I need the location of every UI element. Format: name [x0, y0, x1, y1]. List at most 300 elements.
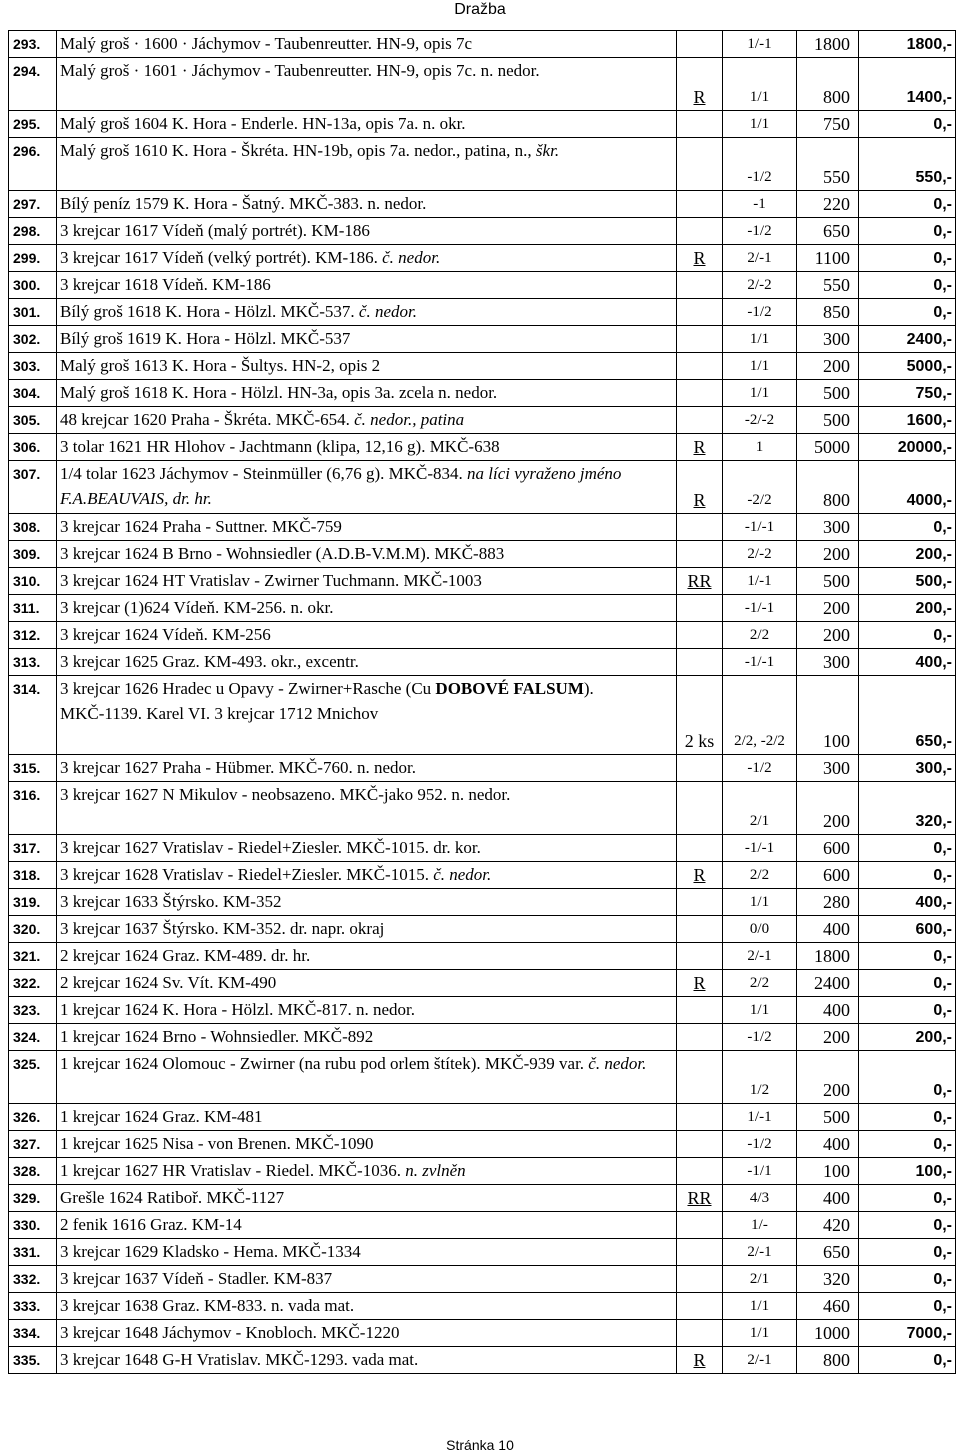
lot-rarity	[677, 649, 723, 676]
lot-description-note: škr.	[535, 141, 560, 160]
lot-description-text: 3 krejcar 1624 Vídeň. KM-256	[60, 625, 271, 644]
lot-description	[57, 862, 677, 889]
lot-rarity	[677, 353, 723, 380]
lot-starting-price: 220	[797, 191, 859, 218]
lot-rarity	[677, 943, 723, 970]
lot-result: 200,-	[859, 595, 956, 622]
lot-description	[57, 782, 677, 835]
lot-result: 4000,-	[859, 461, 956, 514]
lot-result: 0,-	[859, 1104, 956, 1131]
lot-description-text: Malý groš 1604 K. Hora - Enderle. HN-13a, opis 7a. n. okr.	[60, 114, 466, 133]
lot-description	[57, 407, 677, 434]
lot-description-note: č. nedor.	[358, 302, 417, 321]
lot-condition: -1/2	[723, 138, 797, 191]
lot-row	[9, 782, 956, 835]
lot-number: 303.	[9, 353, 57, 380]
lot-starting-price: 200	[797, 622, 859, 649]
lot-description-text: 48 krejcar 1620 Praha - Škréta. MKČ-654.	[60, 410, 355, 429]
lot-result: 1400,-	[859, 58, 956, 111]
lot-result: 0,-	[859, 943, 956, 970]
lot-number: 305.	[9, 407, 57, 434]
lot-number: 335.	[9, 1347, 57, 1374]
lot-row	[9, 1347, 956, 1374]
lot-rarity	[677, 191, 723, 218]
lot-result: 0,-	[859, 1051, 956, 1104]
lot-result: 5000,-	[859, 353, 956, 380]
lot-condition: 2/2	[723, 622, 797, 649]
lot-description	[57, 191, 677, 218]
lot-result: 0,-	[859, 1347, 956, 1374]
lot-row	[9, 272, 956, 299]
lot-number: 294.	[9, 58, 57, 111]
page-footer	[0, 1434, 960, 1456]
lot-starting-price: 2400	[797, 970, 859, 997]
lot-number: 306.	[9, 434, 57, 461]
lot-description-text: 3 krejcar 1627 N Mikulov - neobsazeno. MKČ-jako 952. n. nedor.	[60, 785, 511, 804]
lot-rarity	[677, 541, 723, 568]
lot-row	[9, 622, 956, 649]
lot-result: 1600,-	[859, 407, 956, 434]
lot-starting-price: 200	[797, 353, 859, 380]
lot-row	[9, 380, 956, 407]
lot-description	[57, 1051, 677, 1104]
lot-rarity	[677, 218, 723, 245]
lot-description	[57, 916, 677, 943]
lot-number: 309.	[9, 541, 57, 568]
lot-condition: -1/-1	[723, 835, 797, 862]
lot-condition: -1/1	[723, 1158, 797, 1185]
lot-row	[9, 138, 956, 191]
lot-number: 311.	[9, 595, 57, 622]
lot-description-text: 3 krejcar (1)624 Vídeň. KM-256. n. okr.	[60, 598, 334, 617]
lot-number: 293.	[9, 31, 57, 58]
page-number: Stránka 10	[446, 1437, 514, 1453]
lot-rarity	[677, 889, 723, 916]
lot-description	[57, 111, 677, 138]
lot-starting-price: 420	[797, 1212, 859, 1239]
lot-condition: 1/1	[723, 353, 797, 380]
lot-number: 332.	[9, 1266, 57, 1293]
lot-description-text: 3 krejcar 1637 Vídeň - Stadler. KM-837	[60, 1269, 333, 1288]
lot-condition: -1/2	[723, 299, 797, 326]
lot-starting-price: 750	[797, 111, 859, 138]
lot-description	[57, 138, 677, 191]
lot-starting-price: 100	[797, 1158, 859, 1185]
lot-row	[9, 31, 956, 58]
lot-row	[9, 1266, 956, 1293]
lot-description	[57, 31, 677, 58]
lot-description-text: 3 krejcar 1627 Praha - Hübmer. MKČ-760. n. nedor.	[60, 758, 416, 777]
lot-rarity	[677, 407, 723, 434]
lot-description	[57, 835, 677, 862]
lot-result: 400,-	[859, 649, 956, 676]
lot-description	[57, 218, 677, 245]
lot-condition: 1/-1	[723, 568, 797, 595]
lot-description	[57, 353, 677, 380]
lot-row	[9, 649, 956, 676]
lot-row	[9, 353, 956, 380]
lot-condition: -1/-1	[723, 649, 797, 676]
lot-rarity: R	[677, 434, 723, 461]
lot-starting-price: 400	[797, 1131, 859, 1158]
lot-row	[9, 1051, 956, 1104]
lot-starting-price: 550	[797, 272, 859, 299]
lot-result: 200,-	[859, 1024, 956, 1051]
lot-number: 315.	[9, 755, 57, 782]
lot-description-text: 3 krejcar 1633 Štýrsko. KM-352	[60, 892, 282, 911]
lot-description	[57, 1158, 677, 1185]
lot-description	[57, 676, 677, 755]
lot-rarity	[677, 622, 723, 649]
lot-description	[57, 514, 677, 541]
lot-result: 0,-	[859, 835, 956, 862]
lot-starting-price: 1800	[797, 943, 859, 970]
lot-number: 312.	[9, 622, 57, 649]
lot-rarity	[677, 1239, 723, 1266]
lot-number: 333.	[9, 1293, 57, 1320]
lot-condition: 1/1	[723, 997, 797, 1024]
lot-description-note: n. zvlněn	[405, 1161, 466, 1180]
lot-condition: 1/1	[723, 1293, 797, 1320]
lot-description	[57, 943, 677, 970]
lot-number: 317.	[9, 835, 57, 862]
lot-starting-price: 650	[797, 1239, 859, 1266]
lot-result: 0,-	[859, 622, 956, 649]
lot-condition: -2/-2	[723, 407, 797, 434]
lot-number: 299.	[9, 245, 57, 272]
lot-starting-price: 600	[797, 862, 859, 889]
lot-condition: 1/1	[723, 1320, 797, 1347]
lot-row	[9, 191, 956, 218]
page-title: Dražba	[454, 1, 506, 18]
lot-description	[57, 245, 677, 272]
lot-condition: 0/0	[723, 916, 797, 943]
lot-description-text: 2 krejcar 1624 Graz. KM-489. dr. hr.	[60, 946, 311, 965]
lot-condition: 2/1	[723, 1266, 797, 1293]
lot-number: 334.	[9, 1320, 57, 1347]
lot-starting-price: 800	[797, 461, 859, 514]
lot-description-text: 2 krejcar 1624 Sv. Vít. KM-490	[60, 973, 277, 992]
lot-description-text: 1/4 tolar 1623 Jáchymov - Steinmüller (6,76 g). MKČ-834.	[60, 464, 468, 483]
lot-number: 321.	[9, 943, 57, 970]
lot-row	[9, 1320, 956, 1347]
lot-rarity	[677, 1212, 723, 1239]
lot-description-text: 2 fenik 1616 Graz. KM-14	[60, 1215, 242, 1234]
lot-starting-price: 850	[797, 299, 859, 326]
lot-number: 301.	[9, 299, 57, 326]
lot-starting-price: 400	[797, 916, 859, 943]
lot-number: 308.	[9, 514, 57, 541]
lot-condition: 2/2	[723, 862, 797, 889]
lot-description-text: Bílý peníz 1579 K. Hora - Šatný. MKČ-383. n. nedor.	[60, 194, 427, 213]
lot-starting-price: 500	[797, 1104, 859, 1131]
lot-description	[57, 299, 677, 326]
lot-row	[9, 862, 956, 889]
lot-condition: 1/1	[723, 889, 797, 916]
lot-rarity	[677, 1104, 723, 1131]
lot-description	[57, 568, 677, 595]
lot-description	[57, 997, 677, 1024]
lot-description	[57, 595, 677, 622]
lot-description	[57, 1293, 677, 1320]
lot-rarity	[677, 1320, 723, 1347]
lot-rarity	[677, 111, 723, 138]
lot-starting-price: 300	[797, 649, 859, 676]
lot-starting-price: 800	[797, 58, 859, 111]
lot-number: 304.	[9, 380, 57, 407]
lot-description-text: 3 krejcar 1648 Jáchymov - Knobloch. MKČ-1220	[60, 1323, 400, 1342]
lot-rarity: RR	[677, 568, 723, 595]
lot-description-text: Malý groš 1610 K. Hora - Škréta. HN-19b, opis 7a. nedor., patina, n.,	[60, 141, 536, 160]
lot-condition: 2/-2	[723, 541, 797, 568]
lot-number: 327.	[9, 1131, 57, 1158]
lot-row	[9, 218, 956, 245]
lot-condition: -1/-1	[723, 595, 797, 622]
lot-number: 316.	[9, 782, 57, 835]
lot-number: 329.	[9, 1185, 57, 1212]
lot-description-note: č. nedor.	[433, 865, 492, 884]
lot-result: 500,-	[859, 568, 956, 595]
lot-starting-price: 400	[797, 1185, 859, 1212]
lot-starting-price: 200	[797, 541, 859, 568]
lot-number: 297.	[9, 191, 57, 218]
lot-row	[9, 541, 956, 568]
lot-starting-price: 300	[797, 514, 859, 541]
lot-result: 100,-	[859, 1158, 956, 1185]
lot-number: 300.	[9, 272, 57, 299]
lot-description-note: č. nedor., patina	[354, 410, 465, 429]
auction-lots-table	[8, 30, 956, 1374]
lot-row	[9, 407, 956, 434]
lot-row	[9, 1104, 956, 1131]
lot-rarity	[677, 916, 723, 943]
lot-condition: -1	[723, 191, 797, 218]
lot-rarity: R	[677, 245, 723, 272]
lot-description-text: 1 krejcar 1627 HR Vratislav - Riedel. MKČ-1036.	[60, 1161, 406, 1180]
lot-result: 0,-	[859, 245, 956, 272]
lot-result: 0,-	[859, 218, 956, 245]
lot-starting-price: 320	[797, 1266, 859, 1293]
lot-condition: -2/2	[723, 461, 797, 514]
lot-starting-price: 1100	[797, 245, 859, 272]
lot-description-note: na líci vyraženo jméno F.A.BEAUVAIS, dr. hr.	[60, 464, 622, 508]
lot-condition: 1/-1	[723, 31, 797, 58]
lot-condition: -1/2	[723, 1131, 797, 1158]
lot-row	[9, 835, 956, 862]
lot-starting-price: 1800	[797, 31, 859, 58]
lot-row	[9, 1212, 956, 1239]
lot-rarity	[677, 138, 723, 191]
lots-table-body	[9, 31, 956, 1374]
lot-row	[9, 1185, 956, 1212]
page-header	[0, 0, 960, 24]
lot-row	[9, 111, 956, 138]
lot-row	[9, 1239, 956, 1266]
lot-number: 330.	[9, 1212, 57, 1239]
lot-description	[57, 1320, 677, 1347]
lot-number: 323.	[9, 997, 57, 1024]
lot-row	[9, 514, 956, 541]
lot-result: 0,-	[859, 1185, 956, 1212]
lot-result: 0,-	[859, 299, 956, 326]
lot-rarity	[677, 326, 723, 353]
lot-description	[57, 1266, 677, 1293]
lot-rarity	[677, 595, 723, 622]
lot-rarity	[677, 514, 723, 541]
lot-starting-price: 5000	[797, 434, 859, 461]
lot-row	[9, 434, 956, 461]
lot-condition: 2/-2	[723, 272, 797, 299]
lot-description-text: Malý groš 1618 K. Hora - Hölzl. HN-3a, opis 3a. zcela n. nedor.	[60, 383, 498, 402]
lot-row	[9, 889, 956, 916]
lot-description-note: č. nedor.	[588, 1054, 647, 1073]
lot-starting-price: 650	[797, 218, 859, 245]
lot-description	[57, 649, 677, 676]
lot-number: 324.	[9, 1024, 57, 1051]
lot-row	[9, 245, 956, 272]
lot-condition: 2/-1	[723, 1239, 797, 1266]
lot-rarity: 2 ks	[677, 676, 723, 755]
lot-description-text: 3 krejcar 1625 Graz. KM-493. okr., excentr.	[60, 652, 359, 671]
lot-rarity	[677, 1158, 723, 1185]
lot-row	[9, 326, 956, 353]
lot-row	[9, 1024, 956, 1051]
lot-result: 0,-	[859, 970, 956, 997]
lot-number: 322.	[9, 970, 57, 997]
lot-starting-price: 400	[797, 997, 859, 1024]
lot-description-text: 3 krejcar 1626 Hradec u Opavy - Zwirner+Rasche (Cu	[60, 679, 436, 698]
lot-row	[9, 299, 956, 326]
lot-result: 0,-	[859, 111, 956, 138]
lot-description-text: 1 krejcar 1624 Olomouc - Zwirner (na rubu pod orlem štítek). MKČ-939 var.	[60, 1054, 589, 1073]
lot-description-text: 1 krejcar 1625 Nisa - von Brenen. MKČ-1090	[60, 1134, 374, 1153]
lot-rarity: R	[677, 970, 723, 997]
lot-condition: 1/2	[723, 1051, 797, 1104]
lot-description-text: 1 krejcar 1624 K. Hora - Hölzl. MKČ-817. n. nedor.	[60, 1000, 416, 1019]
lot-condition: 1/-	[723, 1212, 797, 1239]
lot-condition: 1/-1	[723, 1104, 797, 1131]
lot-description-text: 3 krejcar 1648 G-H Vratislav. MKČ-1293. vada mat.	[60, 1350, 419, 1369]
lot-row	[9, 1131, 956, 1158]
lot-number: 302.	[9, 326, 57, 353]
lot-rarity	[677, 1293, 723, 1320]
lot-description-text: 3 krejcar 1628 Vratislav - Riedel+Ziesler. MKČ-1015.	[60, 865, 434, 884]
lot-starting-price: 280	[797, 889, 859, 916]
lot-condition: 2/2, -2/2	[723, 676, 797, 755]
lot-description	[57, 380, 677, 407]
lot-result: 0,-	[859, 1239, 956, 1266]
lot-starting-price: 500	[797, 407, 859, 434]
lot-description-after: ). MKČ-1139. Karel VI. 3 krejcar 1712 Mnichov	[60, 679, 594, 723]
lot-row	[9, 1158, 956, 1185]
lot-rarity: R	[677, 862, 723, 889]
lot-starting-price: 500	[797, 380, 859, 407]
lot-condition: 2/-1	[723, 1347, 797, 1374]
lot-description	[57, 1104, 677, 1131]
lot-rarity	[677, 1131, 723, 1158]
lot-description-note: č. nedor.	[382, 248, 441, 267]
lot-condition: 2/1	[723, 782, 797, 835]
lot-number: 325.	[9, 1051, 57, 1104]
lot-number: 319.	[9, 889, 57, 916]
lot-description-text: 1 krejcar 1624 Graz. KM-481	[60, 1107, 263, 1126]
lot-number: 320.	[9, 916, 57, 943]
lot-starting-price: 100	[797, 676, 859, 755]
lot-result: 750,-	[859, 380, 956, 407]
lot-description	[57, 541, 677, 568]
lot-rarity	[677, 299, 723, 326]
lot-description-text: 3 krejcar 1638 Graz. KM-833. n. vada mat.	[60, 1296, 355, 1315]
lot-description	[57, 1131, 677, 1158]
lot-result: 0,-	[859, 514, 956, 541]
lot-result: 0,-	[859, 997, 956, 1024]
lot-result: 550,-	[859, 138, 956, 191]
lot-starting-price: 300	[797, 755, 859, 782]
lot-result: 0,-	[859, 1131, 956, 1158]
lot-rarity: R	[677, 58, 723, 111]
lot-starting-price: 1000	[797, 1320, 859, 1347]
lot-row	[9, 1293, 956, 1320]
lot-starting-price: 550	[797, 138, 859, 191]
lot-result: 0,-	[859, 191, 956, 218]
lot-rarity	[677, 997, 723, 1024]
lot-condition: 2/-1	[723, 943, 797, 970]
lot-description-text: Bílý groš 1618 K. Hora - Hölzl. MKČ-537.	[60, 302, 359, 321]
lot-description	[57, 272, 677, 299]
lot-condition: 1/1	[723, 111, 797, 138]
lot-description	[57, 889, 677, 916]
lot-number: 331.	[9, 1239, 57, 1266]
lot-description-text: 3 krejcar 1617 Vídeň (malý portrét). KM-186	[60, 221, 370, 240]
lot-description-text: 3 krejcar 1629 Kladsko - Hema. MKČ-1334	[60, 1242, 361, 1261]
lot-number: 318.	[9, 862, 57, 889]
lot-row	[9, 943, 956, 970]
lot-description	[57, 58, 677, 111]
lot-rarity	[677, 1051, 723, 1104]
lot-description	[57, 326, 677, 353]
lot-condition: 1/1	[723, 380, 797, 407]
lot-description	[57, 434, 677, 461]
lot-description	[57, 1024, 677, 1051]
lot-description-text: 3 krejcar 1637 Štýrsko. KM-352. dr. napr. okraj	[60, 919, 385, 938]
lot-description-text: 3 krejcar 1617 Vídeň (velký portrét). KM-186.	[60, 248, 383, 267]
lot-number: 314.	[9, 676, 57, 755]
lot-description-text: 3 krejcar 1618 Vídeň. KM-186	[60, 275, 271, 294]
lot-result: 20000,-	[859, 434, 956, 461]
lot-condition: -1/-1	[723, 514, 797, 541]
lot-row	[9, 997, 956, 1024]
lot-condition: -1/2	[723, 755, 797, 782]
lot-starting-price: 460	[797, 1293, 859, 1320]
lot-starting-price: 500	[797, 568, 859, 595]
lot-result: 0,-	[859, 1212, 956, 1239]
lot-starting-price: 300	[797, 326, 859, 353]
lot-condition: 1/1	[723, 58, 797, 111]
lot-number: 295.	[9, 111, 57, 138]
lot-result: 320,-	[859, 782, 956, 835]
lot-result: 0,-	[859, 1293, 956, 1320]
lot-result: 7000,-	[859, 1320, 956, 1347]
lot-rarity: R	[677, 461, 723, 514]
lot-number: 307.	[9, 461, 57, 514]
lot-description-text: Grešle 1624 Ratiboř. MKČ-1127	[60, 1188, 285, 1207]
lot-result: 300,-	[859, 755, 956, 782]
lot-description	[57, 1185, 677, 1212]
lot-rarity	[677, 1266, 723, 1293]
lot-rarity: RR	[677, 1185, 723, 1212]
lot-row	[9, 58, 956, 111]
lot-starting-price: 200	[797, 595, 859, 622]
